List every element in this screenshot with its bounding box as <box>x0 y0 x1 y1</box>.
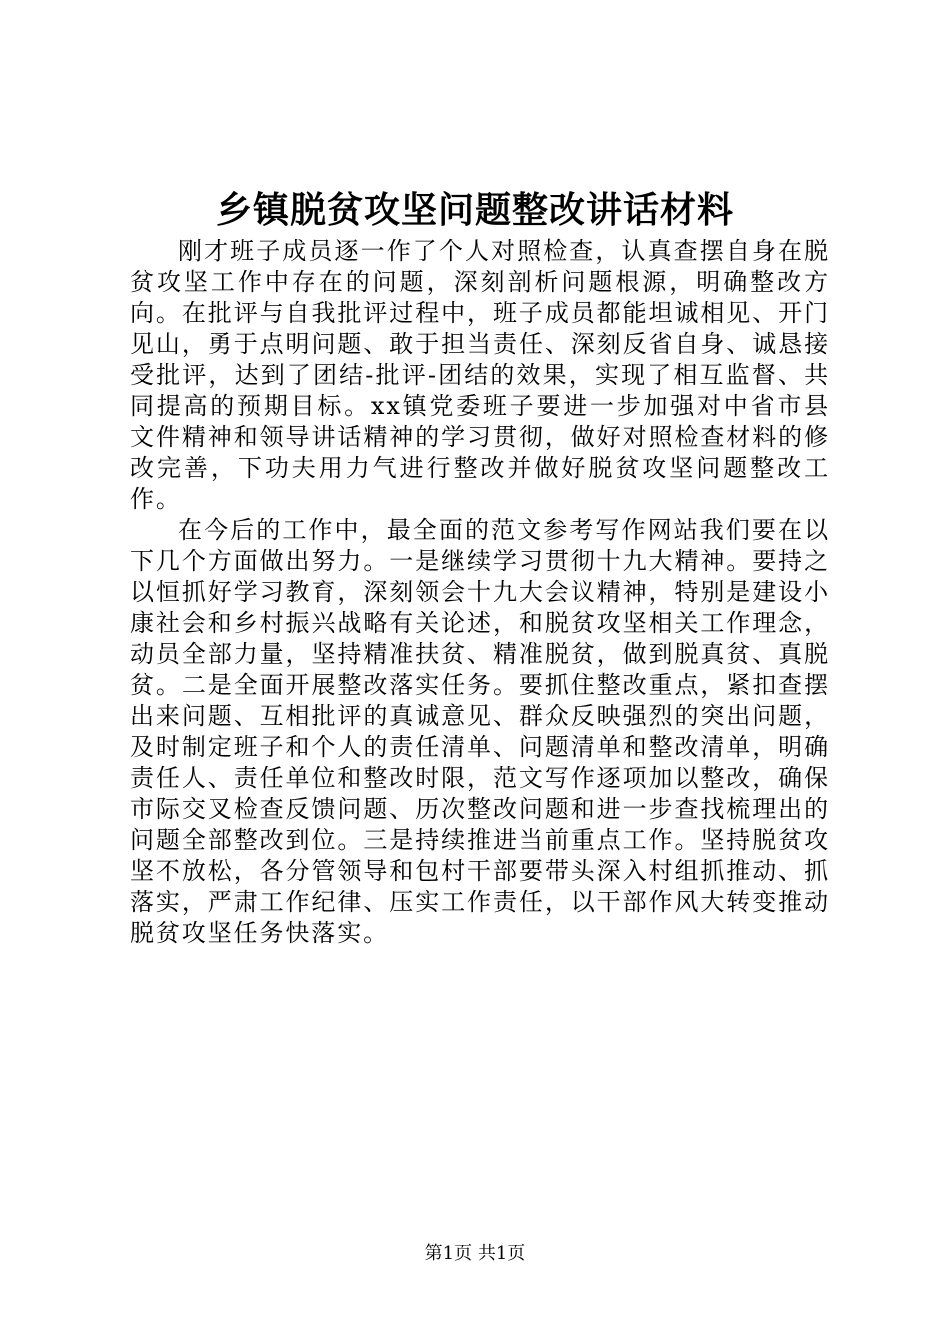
document-title: 乡镇脱贫攻坚问题整改讲话材料 <box>215 189 734 231</box>
paragraph-1: 刚才班子成员逐一作了个人对照检查，认真查摆自身在脱贫攻坚工作中存在的问题，深刻剖析问题根源，明确整改方向。在批评与自我批评过程中，班子成员都能坦诚相见、开门见山，勇于点明问题、敢于担当责任、深刻反省自身、诚恳接受批评，达到了团结-批评-团结的效果，实现了相互监督、共同提高的预期目标。xx镇党委班子要进一步加强对中省市县文件精神和领导讲话精神的学习贯彻，做好对照检查材料的修改完善，下功夫用力气进行整改并做好脱贫攻坚问题整改工作。 <box>130 237 830 513</box>
page-number-footer: 第1页 共1页 <box>424 1243 526 1264</box>
paragraph-2: 在今后的工作中，最全面的范文参考写作网站我们要在以下几个方面做出努力。一是继续学习贯彻十九大精神。要持之以恒抓好学习教育，深刻领会十九大会议精神，特别是建设小康社会和乡村振兴战略有关论述，和脱贫攻坚相关工作理念，动员全部力量，坚持精准扶贫、精准脱贫，做到脱真贫、真脱贫。二是全面开展整改落实任务。要抓住整改重点，紧扣查摆出来问题、互相批评的真诚意见、群众反映强烈的突出问题，及时制定班子和个人的责任清单、问题清单和整改清单，明确责任人、责任单位和整改时限，范文写作逐项加以整改，确保市际交叉检查反馈问题、历次整改问题和进一步查找梳理出的问题全部整改到位。三是持续推进当前重点工作。坚持脱贫攻坚不放松，各分管领导和包村干部要带头深入村组抓推动、抓落实，严肃工作纪律、压实工作责任，以干部作风大转变推动脱贫攻坚任务快落实。 <box>130 516 830 947</box>
document-body <box>130 236 830 949</box>
